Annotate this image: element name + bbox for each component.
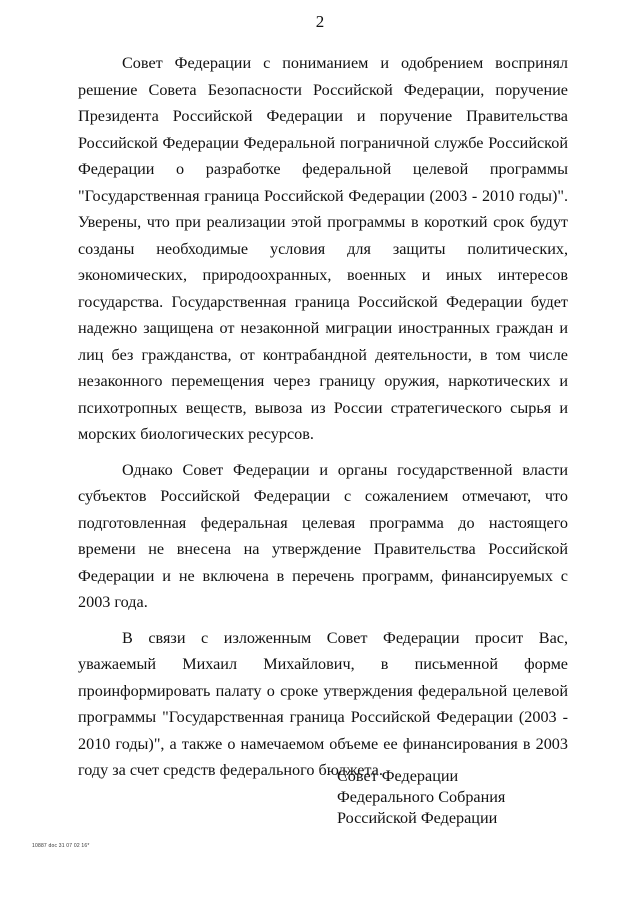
signature-block	[337, 766, 505, 829]
signature-line-3: Российской Федерации	[337, 809, 498, 827]
footer-file-code: 10887 doc 31 07 02 16*	[32, 843, 90, 849]
signature-line-2: Федерального Собрания	[337, 788, 506, 806]
paragraph-3: В связи с изложенным Совет Федерации просит Вас, уважаемый Михаил Михайлович, в письменной форме проинформировать палату о сроке утверждения федеральной целевой программы "Государственная граница Российской Федерации (2003 - 2010 годы)", а также о намечаемом объеме ее финансирования в 2003 году за счет средств федерального бюджета.	[78, 628, 568, 779]
page-number: 2	[315, 12, 325, 31]
paragraph-1: Совет Федерации с пониманием и одобрением воспринял решение Совета Безопасности Российской Федерации, поручение Президента Российской Федерации и поручение Правительства Российской Федерации Федеральной пограничной службе Российской Федерации о разработке федеральной целевой программы "Государственная граница Российской Федерации (2003 - 2010 годы)". Уверены, что при реализации этой программы в короткий срок будут созданы необходимые условия для защиты политических, экономических, природоохранных, военных и иных интересов государства. Государственная граница Российской Федерации будет надежно защищена от незаконной миграции иностранных граждан и лиц без гражданства, от контрабандной деятельности, в том числе незаконного перемещения через границу оружия, наркотических и психотропных веществ, вывоза из России стратегического сырья и морских биологических ресурсов.	[78, 54, 568, 443]
signature-line-1: Совет Федерации	[337, 767, 459, 785]
letter-body	[78, 50, 568, 793]
paragraph-2: Однако Совет Федерации и органы государственной власти субъектов Российской Федерации с сожалением отмечают, что подготовленная федеральная целевая программа до настоящего времени не внесена на утверждение Правительства Российской Федерации и не включена в перечень программ, финансируемых с 2003 года.	[78, 460, 568, 611]
